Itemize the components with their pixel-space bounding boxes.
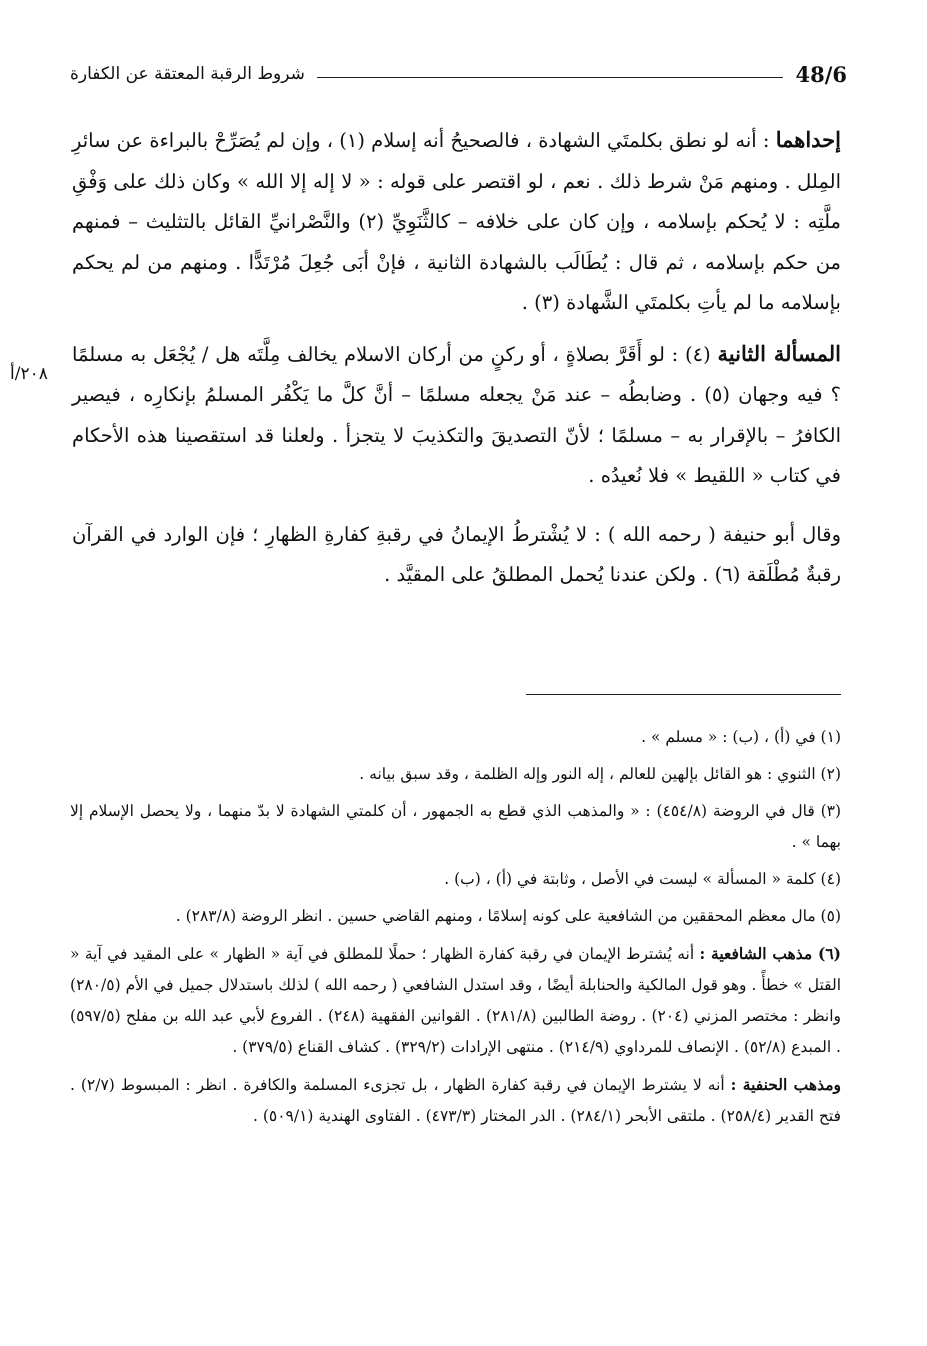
paragraph-text: : أنه لو نطق بكلمتَي الشهادة ، فالصحيحُ أنه إسلام (١) ، وإن لم يُصَرِّحْ بالبراءة عن سائرِ المِلل . ومنهم مَنْ شرط ذلك . نعم ، لو اقتصر على قوله : « لا إله إلا الله » وكان ذلك على وَفْقِ ملَّتِه : لا يُحكم بإسلامه ، وإن كان على خلافه – كالثَّنَوِيِّ (٢) والنَّصْرانيِّ القائل بالتثليث – فمنهم من حكم بإسلامه ، ثم قال : يُطَالَب بالشهادة الثانية ، فإنْ أبَى جُعِلَ مُرْتَدًّا . ومنهم من لم يحكم بإسلامه ما لم يأتِ بكلمتَي الشَّهادة (٣) . xyxy=(72,129,841,314)
paragraph-second-issue xyxy=(72,334,841,497)
header-rule xyxy=(317,77,784,78)
paragraph-abu-hanifa xyxy=(72,515,841,596)
footnote-text: أنه يُشترط الإيمان في رقبة كفارة الظهار ؛ حملًا للمطلق في آية « الظهار » على المقيد في آية « القتل » خطأً . وهو قول المالكية والحنابلة أيضًا ، وقد استدل الشافعي ( رحمه الله ) لذلك باستدلال جميل في الأم (٢٨٠/٥) وانظر : مختصر المزني (٢٠٤) . روضة الطالبين (٢٨١/٨) . القوانين الفقهية (٢٤٨) . الفروع لأبي عبد الله بن مفلح (٥٩٧/٥) . المبدع (٥٢/٨) . الإنصاف للمرداوي (٢١٤/٩) . منتهى الإرادات (٣٢٩/٢) . كشاف القناع (٣٧٩/٥) . xyxy=(70,945,842,1056)
page-number: 48/6 xyxy=(795,61,847,87)
footnote-lead: (٦) مذهب الشافعية : xyxy=(699,944,841,963)
footnote-2: (٢) الثنوي : هو القائل بإلهين للعالم ، إله النور وإله الظلمة ، وقد سبق بيانه . xyxy=(359,765,841,783)
footnote-5: (٥) مال معظم المحققين من الشافعية على كونه إسلامًا ، ومنهم القاضي حسين . انظر الروضة (٢٨٣/٨) . xyxy=(175,907,841,925)
main-text xyxy=(72,120,841,596)
footnote-text: أنه لا يشترط الإيمان في رقبة كفارة الظهار ، بل تجزىء المسلمة والكافرة . انظر : المبسوط (٢/٧) . فتح القدير (٢٥٨/٤) . ملتقى الأبحر (٢٨٤/١) . الدر المختار (٤٧٣/٣) . الفتاوى الهندية (٥٠٩/١) . xyxy=(70,1076,841,1125)
footnote-6 xyxy=(70,938,841,1063)
paragraph-text: وقال أبو حنيفة ( رحمه الله ) : لا يُشْترطُ الإيمانُ في رقبةِ كفارةِ الظهارِ ؛ فإن الوارد في القرآن رقبةٌ مُطْلَقة (٦) . ولكن عندنا يُحمل المطلقُ على المقيَّد . xyxy=(72,522,841,586)
footnotes xyxy=(70,722,841,1138)
running-title: شروط الرقبة المعتقة عن الكفارة xyxy=(70,64,305,84)
paragraph-first-issue xyxy=(72,120,841,324)
footnote-lead: ومذهب الحنفية : xyxy=(730,1075,842,1094)
footnote-6-hanafi xyxy=(70,1069,841,1132)
footnote-separator xyxy=(526,694,841,695)
footnote-4: (٤) كلمة « المسألة » ليست في الأصل ، وثابتة في (أ) ، (ب) . xyxy=(444,870,841,888)
manuscript-folio-note: ٢٠٨/أ xyxy=(10,364,48,384)
paragraph-text: (٤) : لو أَقَرَّ بصلاةٍ ، أو ركنٍ من أركان الاسلام يخالف مِلَّتَه هل / يُجْعَل به مسلمًا ؟ فيه وجهان (٥) . وضابطُه – عند مَنْ يجعله مسلمًا – أنَّ كلَّ ما يَكْفُر المسلمُ بإنكارِه ، فيصير الكافرُ – بالإقرار به – مسلمًا ؛ لأنّ التصديقَ والتكذيبَ لا يتجزأ . ولعلنا قد استقصينا هذه الأحكام في كتاب « اللقيط » فلا نُعيدُه . xyxy=(72,342,841,487)
footnote-3: (٣) قال في الروضة (٤٥٤/٨) : « والمذهب الذي قطع به الجمهور ، أن كلمتي الشهادة لا بدّ منهما ، ولا يحصل الإسلام إلا بهما » . xyxy=(70,802,842,851)
paragraph-lead: المسألة الثانية xyxy=(717,340,841,366)
paragraph-lead: إحداهما xyxy=(775,127,841,152)
running-header xyxy=(70,58,847,90)
footnote-1: (١) في (أ) ، (ب) : « مسلم » . xyxy=(641,728,841,746)
